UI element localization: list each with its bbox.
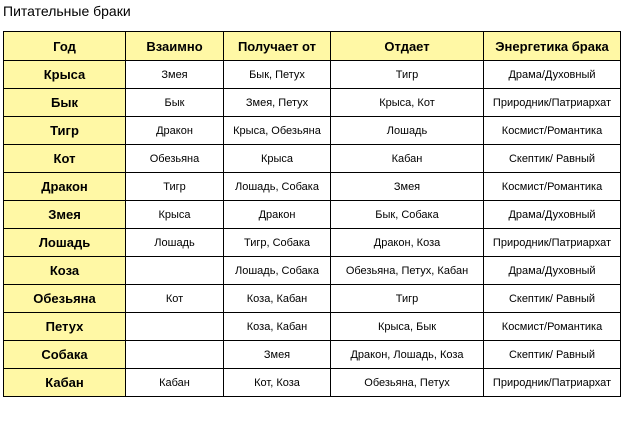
table-row (4, 341, 621, 369)
gives-cell: Лошадь (331, 117, 484, 145)
receives-cell: Лошадь, Собака (224, 173, 331, 201)
year-cell: Коза (4, 257, 126, 285)
energy-cell: Скептик/ Равный (484, 145, 621, 173)
receives-cell: Лошадь, Собака (224, 257, 331, 285)
gives-cell: Крыса, Бык (331, 313, 484, 341)
energy-cell: Космист/Романтика (484, 313, 621, 341)
receives-cell: Крыса, Обезьяна (224, 117, 331, 145)
mutual-cell: Змея (126, 61, 224, 89)
mutual-cell: Кабан (126, 369, 224, 397)
table-row (4, 117, 621, 145)
energy-cell: Скептик/ Равный (484, 341, 621, 369)
marriages-table (3, 31, 621, 397)
gives-cell: Дракон, Лошадь, Коза (331, 341, 484, 369)
header-year: Год (4, 32, 126, 61)
mutual-cell: Тигр (126, 173, 224, 201)
table-row (4, 229, 621, 257)
gives-cell: Крыса, Кот (331, 89, 484, 117)
receives-cell: Змея (224, 341, 331, 369)
receives-cell: Крыса (224, 145, 331, 173)
mutual-cell (126, 313, 224, 341)
year-cell: Крыса (4, 61, 126, 89)
mutual-cell: Лошадь (126, 229, 224, 257)
energy-cell: Драма/Духовный (484, 201, 621, 229)
page-title: Питательные браки (3, 3, 131, 19)
energy-cell: Природник/Патриархат (484, 89, 621, 117)
year-cell: Кот (4, 145, 126, 173)
receives-cell: Тигр, Собака (224, 229, 331, 257)
header-mutual: Взаимно (126, 32, 224, 61)
table-row (4, 257, 621, 285)
year-cell: Тигр (4, 117, 126, 145)
receives-cell: Дракон (224, 201, 331, 229)
header-gives: Отдает (331, 32, 484, 61)
mutual-cell: Дракон (126, 117, 224, 145)
receives-cell: Бык, Петух (224, 61, 331, 89)
mutual-cell: Обезьяна (126, 145, 224, 173)
year-cell: Обезьяна (4, 285, 126, 313)
year-cell: Бык (4, 89, 126, 117)
gives-cell: Обезьяна, Петух (331, 369, 484, 397)
year-cell: Петух (4, 313, 126, 341)
table-row (4, 369, 621, 397)
receives-cell: Коза, Кабан (224, 285, 331, 313)
energy-cell: Природник/Патриархат (484, 229, 621, 257)
gives-cell: Тигр (331, 61, 484, 89)
energy-cell: Драма/Духовный (484, 61, 621, 89)
table-row (4, 173, 621, 201)
year-cell: Дракон (4, 173, 126, 201)
gives-cell: Тигр (331, 285, 484, 313)
gives-cell: Кабан (331, 145, 484, 173)
table-row (4, 313, 621, 341)
receives-cell: Кот, Коза (224, 369, 331, 397)
table-row (4, 89, 621, 117)
energy-cell: Скептик/ Равный (484, 285, 621, 313)
year-cell: Змея (4, 201, 126, 229)
mutual-cell (126, 341, 224, 369)
header-energy: Энергетика брака (484, 32, 621, 61)
receives-cell: Змея, Петух (224, 89, 331, 117)
table-row (4, 201, 621, 229)
table-row (4, 285, 621, 313)
mutual-cell: Бык (126, 89, 224, 117)
header-receives: Получает от (224, 32, 331, 61)
gives-cell: Обезьяна, Петух, Кабан (331, 257, 484, 285)
mutual-cell: Крыса (126, 201, 224, 229)
mutual-cell: Кот (126, 285, 224, 313)
receives-cell: Коза, Кабан (224, 313, 331, 341)
gives-cell: Бык, Собака (331, 201, 484, 229)
table-header-row (4, 32, 621, 61)
year-cell: Кабан (4, 369, 126, 397)
gives-cell: Змея (331, 173, 484, 201)
year-cell: Собака (4, 341, 126, 369)
energy-cell: Космист/Романтика (484, 117, 621, 145)
energy-cell: Космист/Романтика (484, 173, 621, 201)
energy-cell: Драма/Духовный (484, 257, 621, 285)
gives-cell: Дракон, Коза (331, 229, 484, 257)
year-cell: Лошадь (4, 229, 126, 257)
mutual-cell (126, 257, 224, 285)
table-row (4, 145, 621, 173)
energy-cell: Природник/Патриархат (484, 369, 621, 397)
table-row (4, 61, 621, 89)
